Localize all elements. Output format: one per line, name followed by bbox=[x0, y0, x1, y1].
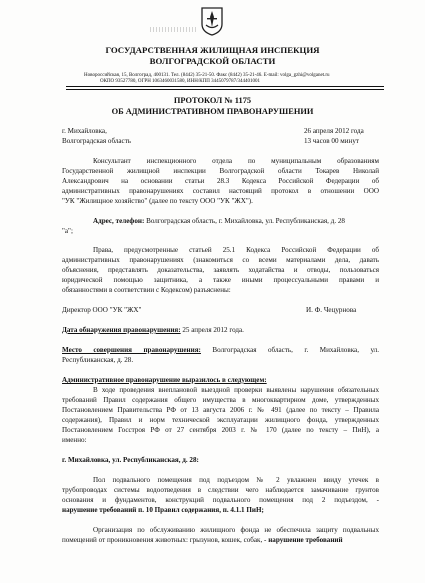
violation-place-label: Место совершения правонарушения: bbox=[62, 346, 201, 354]
violation-place-value: Волгоградская область, г. Михайловка, ул. bbox=[200, 346, 379, 354]
protocol-subtitle: ОБ АДМИНИСТРАТИВНОМ ПРАВОНАРУШЕНИИ bbox=[111, 107, 314, 116]
organization-violation: нарушение требований bbox=[268, 536, 343, 544]
organization-line-1: Организация по обслуживанию жилищного фонда не обеспечила защиту подвальных bbox=[93, 526, 379, 534]
basement-line-1: Пол подвального помещения под подъездом № 2 увлажнен ввиду утечек в bbox=[93, 476, 379, 484]
org-name-line1: ГОСУДАРСТВЕННАЯ ЖИЛИЩНАЯ ИНСПЕКЦИЯ bbox=[105, 45, 320, 55]
protocol-time: 13 часов 00 минут bbox=[304, 137, 359, 145]
violation-line-4: содержания), Правил и норм технической эксплуатации жилищного фонда, утвержденных bbox=[62, 416, 379, 424]
violation-line-5: Постановлением Госстроя РФ от 27 сентября 2003 г. № 170 (далее по тексту – ПиН), а bbox=[62, 426, 379, 434]
violation-place-line-2: Республиканская, д. 28. bbox=[62, 356, 134, 364]
organization-line-2 bbox=[62, 536, 343, 546]
header-rule-thick bbox=[66, 86, 384, 87]
intro-line-3: Александрович на основании статьи 28.3 Кодекса Российской Федерации об bbox=[62, 177, 379, 185]
intro-line-4: административных правонарушениях составил настоящий протокол в отношении ООО bbox=[62, 187, 379, 195]
violation-place-line bbox=[62, 346, 379, 356]
director-name: И. Ф. Чецурнова bbox=[306, 306, 357, 314]
org-address: Новороссийская, 15, Волгоград, 400131. Тел. (8442) 35-21-50. Факс (8442) 35-21-46. E-mail: volga_gzhi@volganet.ru bbox=[84, 73, 330, 78]
address-line-2: "а"; bbox=[62, 227, 73, 235]
discovery-label: Дата обнаружения правонарушения: bbox=[62, 326, 181, 334]
org-name-line2: ВОЛГОГРАДСКОЙ ОБЛАСТИ bbox=[149, 56, 276, 66]
violation-line-2: требований Правил содержания общего имущества в многоквартирном доме, утвержденных bbox=[62, 396, 379, 404]
coat-of-arms-emblem-icon bbox=[200, 6, 224, 36]
intro-line-5: "УК "Жилищное хозяйство" (далее по тексту ООО "УК "ЖХ"). bbox=[62, 197, 253, 205]
protocol-title: ПРОТОКОЛ № 1175 bbox=[173, 96, 252, 105]
address-value: Волгоградская область, г. Михайловка, ул. Республиканская, д. 28 bbox=[144, 217, 345, 225]
discovery-line bbox=[62, 326, 244, 336]
basement-line-2: трубопроводах системы водоотведения в следствии чего наблюдается замачивание грунтов bbox=[62, 486, 379, 494]
address-line bbox=[93, 217, 345, 227]
street-heading: г. Михайловка, ул. Республиканская, д. 28: bbox=[62, 456, 199, 464]
discovery-value: 25 апреля 2012 года. bbox=[180, 326, 244, 334]
rights-line-1: Права, предусмотренные статьей 25.1 Кодекса Российской Федерации об bbox=[93, 246, 379, 254]
scan-mark bbox=[150, 27, 196, 32]
rights-line-2: административных правонарушениях (знакомиться со всеми материалами дела, давать bbox=[62, 256, 379, 264]
place-city: г. Михайловка, bbox=[62, 127, 107, 135]
violation-line-1: В ходе проведения внеплановой выездной проверки выявлены нарушения обязательных bbox=[93, 386, 379, 394]
rights-line-3: объяснения, представлять доказательства, заявлять ходатайства и отводы, пользоваться bbox=[62, 266, 379, 274]
violation-line-3: Постановлением Правительства РФ от 13 августа 2006 г. № 491 (далее по тексту – Правила bbox=[62, 406, 379, 414]
rights-line-5: обязанностями в соответствии с Кодексом) разъяснены: bbox=[62, 286, 231, 294]
intro-line-1: Консультант инспекционного отдела по муниципальным образованиям bbox=[93, 157, 379, 165]
basement-violation: нарушение требований п. 10 Правил содержания, п. 4.1.1 ПиН; bbox=[62, 506, 264, 514]
address-label: Адрес, телефон: bbox=[93, 217, 145, 225]
director-label: Директор ООО "УК "ЖХ" bbox=[62, 306, 142, 314]
rights-line-4: юридической помощью защитника, а также иными процессуальными правами и bbox=[62, 276, 379, 284]
intro-line-2: Государственной жилищной инспекции Волгоградской области Токарев Николай bbox=[62, 167, 379, 175]
header-rule-thin bbox=[66, 89, 384, 90]
violation-line-6: именно: bbox=[62, 436, 87, 444]
protocol-date: 26 апреля 2012 года bbox=[304, 127, 364, 135]
basement-line-3: основания и фундаментов, конструкций подвального помещения под 2 подъездом, - bbox=[62, 496, 379, 504]
violation-heading: Административное правонарушение выразилось в следующем: bbox=[62, 376, 267, 384]
org-registration: ОКПО 93527780, ОГРН 1063460031580, ИНН/КПП 3445079787/344401001 bbox=[100, 79, 260, 84]
place-region: Волгоградская область bbox=[62, 137, 132, 145]
organization-text: помещений от проникновения животных: грызунов, кошек, собак, - bbox=[62, 536, 269, 544]
